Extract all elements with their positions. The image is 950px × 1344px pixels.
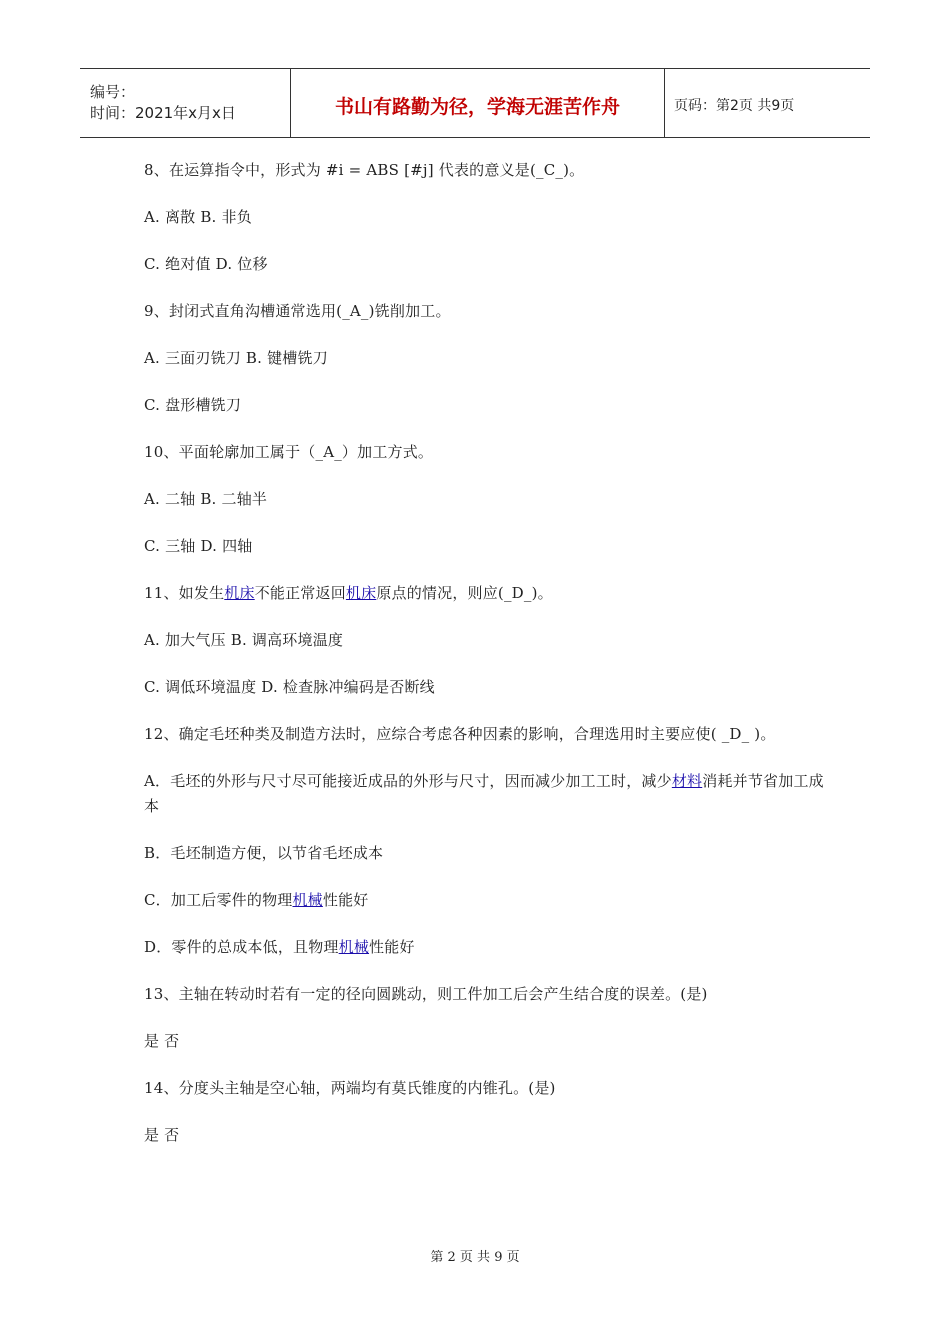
option-a-text-1: A．毛坯的外形与尺寸尽可能接近成品的外形与尺寸，因而减少加工工时，减少 — [144, 772, 672, 790]
question-list — [144, 158, 824, 1170]
machine-tool-link[interactable]: 机床 — [345, 584, 377, 602]
question-10-options-ab: A. 二轴 B. 二轴半 — [144, 490, 268, 508]
question-13-options: 是 否 — [144, 1032, 180, 1050]
question-9-options-c: C. 盘形槽铣刀 — [144, 396, 242, 414]
option-a-text-2: 消耗并节省加工成本 — [144, 772, 824, 815]
question-12-option-d — [144, 935, 824, 960]
machinery-link[interactable]: 机械 — [338, 938, 370, 956]
question-12: 12、确定毛坯种类及制造方法时，应综合考虑各种因素的影响，合理选用时主要应使( _D_ )。 — [144, 725, 776, 743]
time-label: 时间：2021年x月x日 — [90, 104, 236, 122]
question-10: 10、平面轮廓加工属于（_A_）加工方式。 — [144, 443, 434, 461]
machinery-link[interactable]: 机械 — [292, 891, 323, 909]
question-11-text-3: 原点的情况，则应(_D_)。 — [376, 584, 553, 602]
machine-tool-link[interactable]: 机床 — [224, 584, 255, 602]
question-11 — [144, 581, 824, 606]
document-header — [80, 68, 870, 138]
question-12-option-a — [144, 769, 824, 819]
header-page — [665, 69, 870, 137]
question-10-options-cd: C. 三轴 D. 四轴 — [144, 537, 253, 555]
header-meta — [80, 69, 291, 137]
page-footer — [0, 1246, 950, 1265]
page-label: 页码：第2页 共9页 — [674, 98, 795, 114]
question-13: 13、主轴在转动时若有一定的径向圆跳动，则工件加工后会产生结合度的误差。(是) — [144, 985, 708, 1003]
question-12-option-b: B．毛坯制造方便，以节省毛坯成本 — [144, 844, 384, 862]
question-9-options-ab: A. 三面刃铣刀 B. 键槽铣刀 — [144, 349, 328, 367]
question-11-options-ab: A. 加大气压 B. 调高环境温度 — [144, 631, 344, 649]
question-8-options-cd: C. 绝对值 D. 位移 — [144, 255, 268, 273]
footer-page-number: 第 2 页 共 9 页 — [430, 1250, 520, 1265]
option-d-text-2: 性能好 — [369, 938, 415, 956]
question-11-text-2: 不能正常返回 — [254, 584, 346, 602]
option-c-text-1: C．加工后零件的物理 — [144, 891, 293, 909]
motto-text: 书山有路勤为径，学海无涯苦作舟 — [334, 95, 620, 118]
code-label: 编号： — [90, 83, 136, 101]
question-8-options-ab: A. 离散 B. 非负 — [144, 208, 252, 226]
material-link[interactable]: 材料 — [671, 772, 703, 790]
question-11-options-cd: C. 调低环境温度 D. 检查脉冲编码是否断线 — [144, 678, 435, 696]
question-11-text-1: 11、如发生 — [144, 584, 225, 602]
question-14: 14、分度头主轴是空心轴，两端均有莫氏锥度的内锥孔。(是) — [144, 1079, 556, 1097]
header-motto — [291, 69, 665, 137]
question-8: 8、在运算指令中，形式为 #i = ABS [#j] 代表的意义是(_C_)。 — [144, 161, 585, 179]
option-c-text-2: 性能好 — [322, 891, 369, 909]
question-12-option-c — [144, 888, 824, 913]
question-9: 9、封闭式直角沟槽通常选用(_A_)铣削加工。 — [144, 302, 451, 320]
option-d-text-1: D．零件的总成本低，且物理 — [144, 938, 339, 956]
question-14-options: 是 否 — [144, 1126, 180, 1144]
